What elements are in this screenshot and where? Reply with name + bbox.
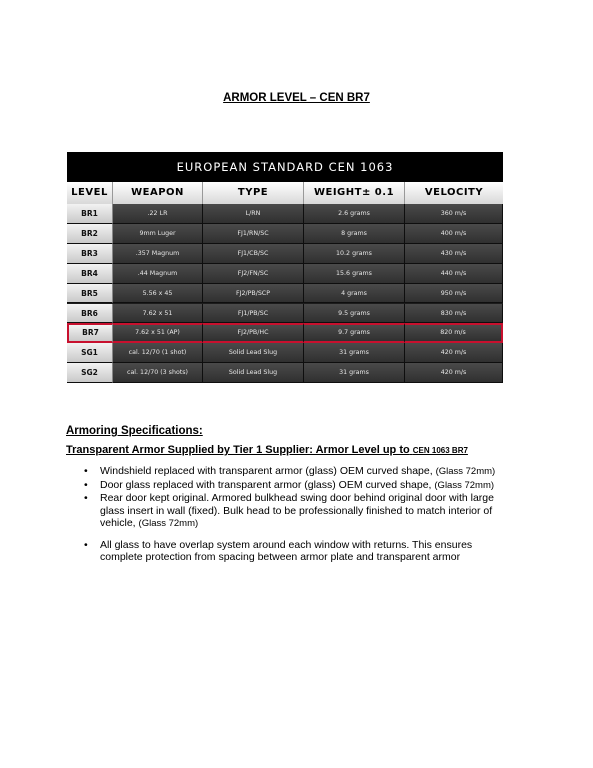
cell-weapon: cal. 12/70 (1 shot) — [113, 343, 203, 363]
title-text: ARMOR LEVEL – CEN BR7 — [223, 92, 370, 104]
table-header-row — [67, 182, 503, 204]
bullet-note: (Glass 72mm) — [138, 518, 199, 529]
cell-weight: 9.7 grams — [304, 323, 405, 343]
specifications-subheading — [66, 444, 468, 456]
cell-type: FJ1/RN/SC — [203, 224, 304, 244]
armor-level-table — [67, 152, 503, 383]
table-row — [67, 224, 503, 244]
cell-velocity: 440 m/s — [405, 264, 503, 284]
cell-velocity: 820 m/s — [405, 323, 503, 343]
cell-velocity: 950 m/s — [405, 284, 503, 304]
table-row — [67, 304, 503, 324]
cell-weight: 8 grams — [304, 224, 405, 244]
cell-weight: 31 grams — [304, 363, 405, 383]
cell-weight: 2.6 grams — [304, 204, 405, 224]
cell-level: BR3 — [67, 244, 113, 264]
cell-weapon: .357 Magnum — [113, 244, 203, 264]
list-item — [84, 479, 514, 493]
cell-type: FJ1/PB/SC — [203, 304, 304, 324]
header-level: LEVEL — [67, 182, 113, 204]
cell-type: FJ2/FN/SC — [203, 264, 304, 284]
cell-velocity: 420 m/s — [405, 363, 503, 383]
header-weight: WEIGHT± 0.1 — [304, 182, 405, 204]
cell-level: SG2 — [67, 363, 113, 383]
table-title: EUROPEAN STANDARD CEN 1063 — [67, 152, 503, 182]
cell-level: BR5 — [67, 284, 113, 304]
cell-level: BR2 — [67, 224, 113, 244]
cell-weight: 4 grams — [304, 284, 405, 304]
cell-level: SG1 — [67, 343, 113, 363]
cell-type: FJ2/PB/HC — [203, 323, 304, 343]
bullet-text: Rear door kept original. Armored bulkhead swing door behind original door with large glass insert in wall (fixed). Bulk head to be professionally finished to match interior of vehicle, — [100, 492, 494, 529]
cell-type: L/RN — [203, 204, 304, 224]
cell-velocity: 430 m/s — [405, 244, 503, 264]
cell-weight: 10.2 grams — [304, 244, 405, 264]
cell-weapon: .22 LR — [113, 204, 203, 224]
bullet-note: (Glass 72mm) — [435, 466, 496, 477]
cell-level: BR6 — [67, 304, 113, 324]
header-type: TYPE — [203, 182, 304, 204]
cell-weight: 31 grams — [304, 343, 405, 363]
subheading-suffix: CEN 1063 BR7 — [412, 446, 468, 455]
cell-weapon: 7.62 x 51 — [113, 304, 203, 324]
table-body — [67, 204, 503, 383]
bullet-note: (Glass 72mm) — [434, 479, 495, 491]
table-row — [67, 363, 503, 383]
subheading-text: Transparent Armor Supplied by Tier 1 Supplier: Armor Level up to — [66, 444, 410, 456]
cell-velocity: 830 m/s — [405, 304, 503, 324]
bullet-icon: • — [84, 478, 88, 491]
cell-weapon: 5.56 x 45 — [113, 284, 203, 304]
cell-velocity: 400 m/s — [405, 224, 503, 244]
cell-level: BR4 — [67, 264, 113, 284]
document-title — [0, 92, 593, 104]
cell-level: BR7 — [67, 323, 113, 343]
bullet-icon: • — [84, 465, 88, 477]
cell-weight: 15.6 grams — [304, 264, 405, 284]
cell-type: Solid Lead Slug — [203, 363, 304, 383]
cell-type: Solid Lead Slug — [203, 343, 304, 363]
table-row — [67, 323, 503, 343]
cell-weight: 9.5 grams — [304, 304, 405, 324]
table-row — [67, 264, 503, 284]
specifications-list — [84, 465, 514, 564]
table-row — [67, 284, 503, 304]
header-velocity: VELOCITY — [424, 187, 484, 198]
specifications-heading: Armoring Specifications: — [66, 425, 203, 437]
cell-level: BR1 — [67, 204, 113, 224]
list-item — [84, 465, 514, 479]
cell-type: FJ2/PB/SCP — [203, 284, 304, 304]
cell-weapon: 9mm Luger — [113, 224, 203, 244]
bullet-text: Door glass replaced with transparent armor (glass) OEM curved shape, — [100, 478, 435, 491]
cell-type: FJ1/CB/SC — [203, 244, 304, 264]
cell-velocity: 420 m/s — [405, 343, 503, 363]
list-item — [84, 492, 514, 531]
bullet-text: All glass to have overlap system around each window with returns. This ensures complete protection from spacing between armor plate and transparent armor — [100, 538, 473, 563]
table-row — [67, 244, 503, 264]
bullet-icon: • — [84, 492, 88, 504]
header-weapon: WEAPON — [113, 182, 203, 204]
cell-weapon: 7.62 x 51 (AP) — [113, 323, 203, 343]
cell-weapon: .44 Magnum — [113, 264, 203, 284]
bullet-icon: • — [84, 538, 88, 551]
cell-weapon: cal. 12/70 (3 shots) — [113, 363, 203, 383]
cell-velocity: 360 m/s — [405, 204, 503, 224]
bullet-text: Windshield replaced with transparent armor (glass) OEM curved shape, — [100, 465, 436, 477]
list-item — [84, 539, 514, 564]
table-row — [67, 343, 503, 363]
table-row — [67, 204, 503, 224]
